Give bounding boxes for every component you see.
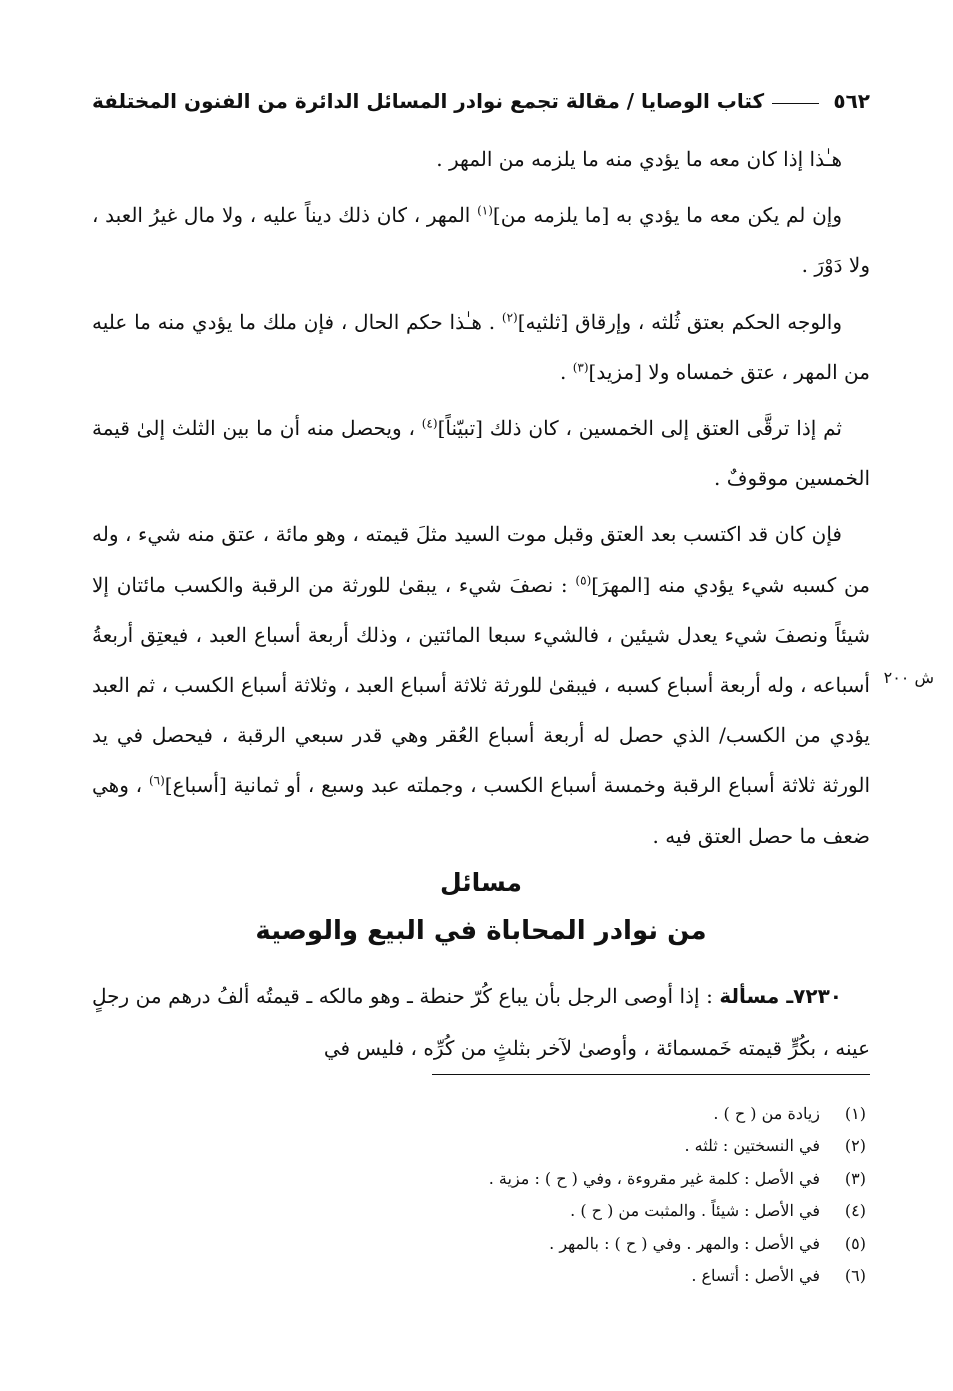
paragraph-text: : إذا أوصى الرجل بأن يباع كُرّ حنطة ـ وهو مالكه ـ قيمتُه ألفُ درهم من رجلٍ عينه ، بكُرٍّ قيمته خَمسمائة ، وأوصىٰ لآخر بثلثٍ من كُرِّه ، فليس في <box>92 984 870 1060</box>
footnote-number: (٤) <box>844 1201 866 1221</box>
footnote-ref: (٦) <box>148 773 165 788</box>
paragraph <box>92 134 870 184</box>
paragraph <box>92 403 870 503</box>
footnote-text: في الأصل : كلمة غير مقروءة ، وفي ( ح ) : مزية . <box>488 1168 820 1188</box>
footnote-number: (٦) <box>844 1266 866 1286</box>
footnote-text: في الأصل : والمهر . وفي ( ح ) : بالمهر . <box>549 1233 820 1253</box>
footnote-ref: (٣) <box>572 360 589 375</box>
paragraph <box>92 970 870 1074</box>
footnote-ref: (٥) <box>575 572 592 587</box>
footnote <box>150 1228 866 1260</box>
manuscript-folio-note: ش ٢٠٠ <box>883 668 934 687</box>
footnote-ref: (١) <box>477 203 493 218</box>
paragraph <box>92 297 870 397</box>
paragraph-text: والوجه الحكم بعتق ثُلثه ، وإرقاق [ثلثيه] <box>517 309 843 334</box>
paragraph <box>92 190 870 290</box>
footnote-number: (٥) <box>844 1233 866 1253</box>
footnotes <box>150 1098 866 1292</box>
paragraph-text: هـٰذا إذا كان معه ما يؤدي منه ما يلزمه من المهر . <box>436 147 842 171</box>
footnote-text: في النسختين : ثلثه . <box>684 1136 820 1156</box>
footnote <box>150 1260 866 1292</box>
footnote <box>150 1195 866 1227</box>
footnote <box>150 1130 866 1162</box>
footnote-ref: (٤) <box>421 416 438 431</box>
section-subtitle: من نوادر المحاباة في البيع والوصية <box>255 916 707 946</box>
paragraph-text: ، وهي ضعف ما حصل العتق فيه . <box>92 773 870 848</box>
paragraph-text: : نصفَ شيء ، يبقىٰ للورثة من الرقبة والكسب مائتان إلا شيئاً ونصفَ شيء يعدل شيئين ، فالشيء سبعا المائتين ، وذلك أربعة أسباع العبد ، فيعتِق أربعةُ أسباعه ، وله أربعة أسباع كسبه ، فيبقىٰ للورثة ثلاثة أسباع العبد ، وثلاثة أسباع الكسب ، ثم العبد يؤدي من الكسب/ الذي حصل له أربعة أسباع العُقر وهي قدر سبعي الرقبة ، فيحصل في يد الورثة ثلاثة أسباع الرقبة وخمسة أسباع الكسب ، وجملته عبد وسبع ، أو ثمانية [أسباع] <box>92 572 870 798</box>
footnote <box>150 1098 866 1130</box>
paragraph <box>92 509 870 860</box>
footnote-text: في الأصل : أتساع . <box>691 1266 820 1286</box>
running-header <box>92 84 870 118</box>
header-title: كتاب الوصايا / مقالة تجمع نوادر المسائل الدائرة من الفنون المختلفة <box>92 89 765 113</box>
footnote-number: (٣) <box>844 1168 866 1188</box>
paragraph-text: ثم إذا ترقَّى العتق إلى الخمسين ، كان ذلك [تبيّناً] <box>437 416 842 441</box>
footnote-number: (٢) <box>844 1136 866 1156</box>
section-title: مسائل <box>439 868 522 897</box>
footnote-divider <box>432 1074 870 1075</box>
paragraph-text: المهر ، كان ذلك ديناً عليه ، ولا مال غيرُ العبد ، ولا دَوْرَ . <box>92 203 870 278</box>
footnote-text: في الأصل : شيئاً . والمثبت من ( ح ) . <box>570 1201 820 1221</box>
header-rule <box>772 103 819 104</box>
paragraph-text: ، ويحصل منه أن ما بين الثلث إلىٰ قيمة الخمسين موقوفٌ . <box>92 416 870 491</box>
footnote <box>150 1163 866 1195</box>
footnote-text: زيادة من ( ح ) . <box>713 1104 820 1123</box>
paragraph-text: فإن كان قد اكتسب بعد العتق وقبل موت السيد مثلَ قيمته ، وهو مائة ، عتق منه شيء ، وله من كسبه شيء يؤدي منه [المهرَ] <box>92 522 870 597</box>
footnote-ref: (٢) <box>501 309 518 324</box>
footnote-number: (١) <box>844 1104 866 1123</box>
main-text <box>92 134 870 861</box>
page-number: ٥٦٢ <box>833 89 870 113</box>
paragraph-text: . هـٰذا حكم الحال ، فإن ملك ما يؤدي منه ما عليه من المهر ، عتق خمساه ولا [مزيد] <box>92 309 870 384</box>
masala-paragraph <box>92 970 870 1074</box>
masala-number: ٧٢٣٠ـ مسألة <box>719 984 842 1008</box>
paragraph-text: . <box>559 359 573 384</box>
paragraph-text: وإن لم يكن معه ما يؤدي به [ما يلزمه من] <box>492 203 842 228</box>
